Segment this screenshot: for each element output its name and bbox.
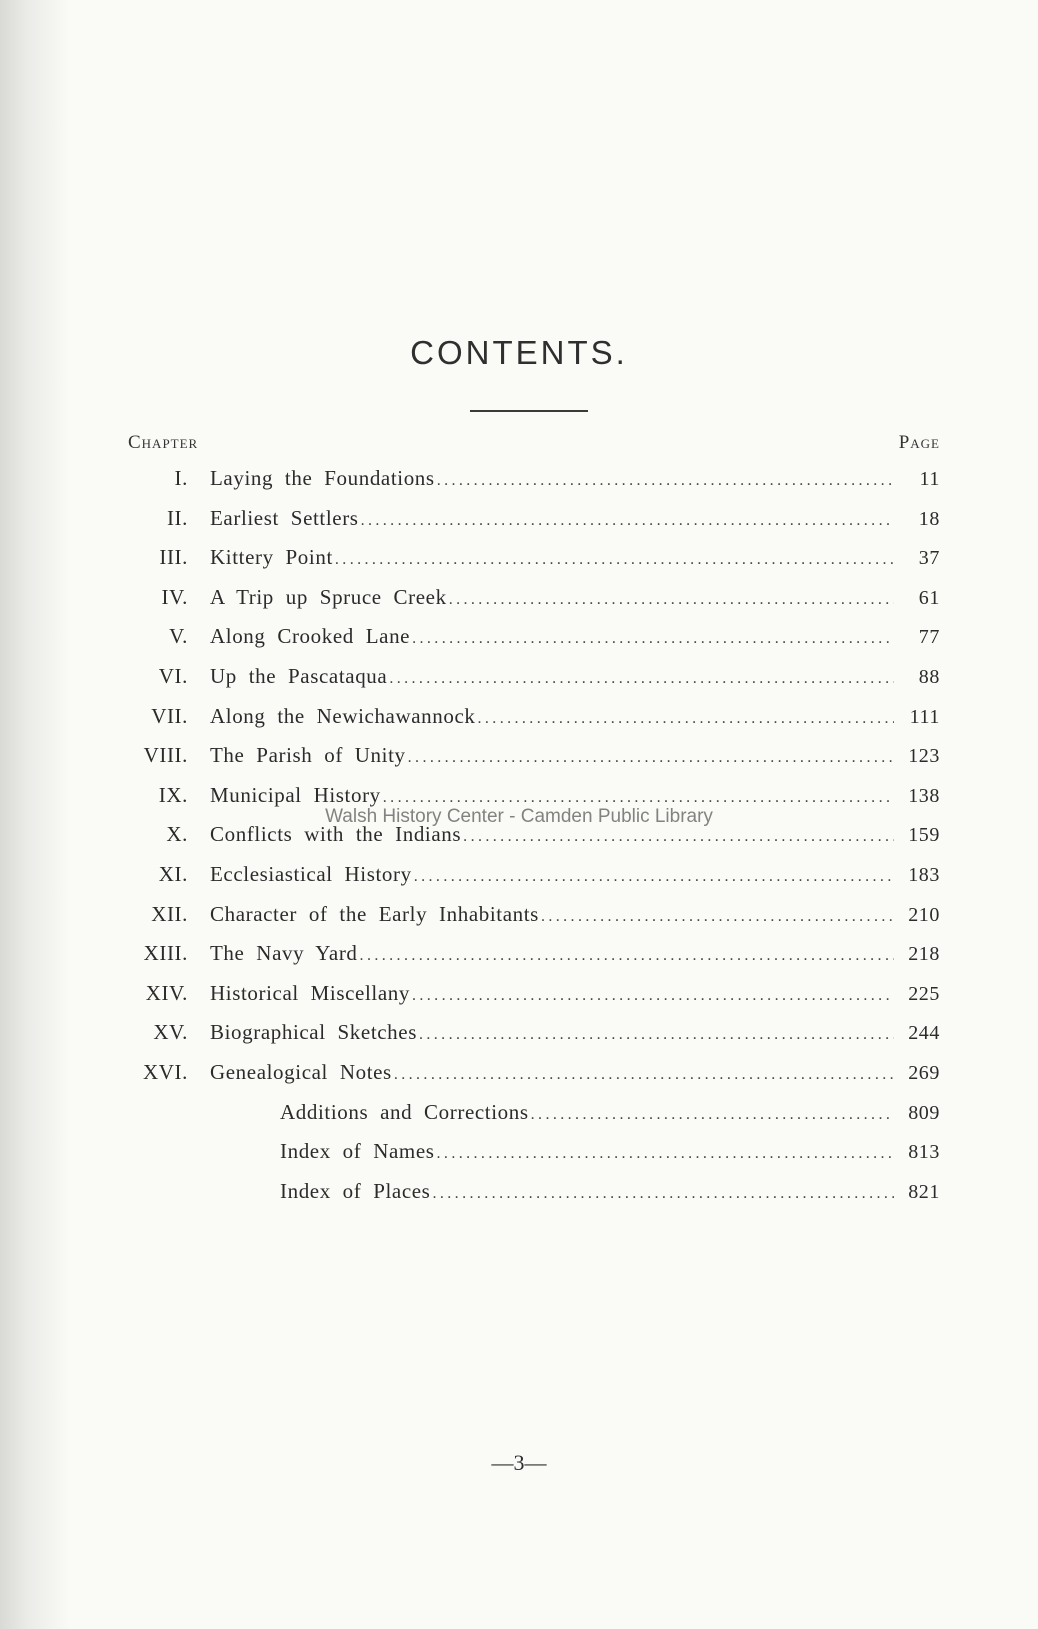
dot-leader (394, 1066, 894, 1084)
dot-leader (478, 710, 895, 728)
chapter-title: The Parish of Unity (210, 743, 406, 768)
chapter-number: IX. (158, 782, 188, 807)
toc-entry (120, 466, 940, 506)
chapter-number: IV. (161, 584, 188, 609)
chapter-title: Character of the Early Inhabitants (210, 901, 539, 926)
page-number-ref: 183 (908, 863, 940, 886)
dot-leader (432, 1185, 894, 1203)
page-title: CONTENTS. (410, 334, 628, 371)
dot-leader (360, 947, 894, 965)
chapter-title: The Navy Yard (210, 941, 358, 966)
toc-entry (120, 902, 940, 942)
dot-leader (361, 512, 894, 530)
toc-entry (120, 506, 940, 546)
chapter-title: Laying the Foundations (210, 466, 435, 490)
page-number-ref: 61 (918, 586, 940, 609)
toc-entry (120, 783, 940, 823)
chapter-title: Ecclesiastical History (210, 861, 412, 886)
page-number-ref: 813 (908, 1141, 940, 1164)
chapter-number: XIV. (145, 980, 188, 1005)
page-number-ref: 88 (918, 665, 940, 688)
chapter-title: Index of Places (280, 1178, 431, 1203)
page-number-ref: 225 (908, 982, 940, 1005)
table-of-contents (120, 466, 940, 1218)
page-number-ref: 210 (908, 903, 940, 926)
toc-entry (120, 624, 940, 664)
page-number-ref: 269 (908, 1061, 940, 1084)
toc-entry (120, 1139, 940, 1179)
chapter-number: VIII. (143, 743, 188, 768)
page-column-header: Page (898, 432, 940, 453)
chapter-number: VI. (158, 663, 188, 688)
toc-entry (120, 1020, 940, 1060)
page-number-ref: 111 (909, 705, 940, 728)
chapter-title: Along the Newichawannock (210, 703, 476, 728)
chapter-title: Index of Names (280, 1139, 435, 1164)
dot-leader (449, 591, 894, 609)
chapter-title: Additions and Corrections (280, 1099, 529, 1124)
chapter-number: I. (174, 466, 188, 490)
chapter-title: Kittery Point (210, 545, 333, 570)
dot-leader (541, 908, 894, 926)
toc-entry (120, 1100, 940, 1140)
chapter-number: II. (166, 505, 188, 530)
page-number: —3— (491, 1450, 547, 1475)
chapter-number: VII. (151, 703, 188, 728)
page-number-ref: 218 (908, 943, 940, 966)
chapter-number: X. (166, 822, 188, 847)
chapter-title: Along Crooked Lane (210, 624, 411, 649)
chapter-number: XV. (153, 1020, 188, 1045)
page-number-ref: 244 (908, 1022, 940, 1045)
chapter-title: Municipal History (210, 782, 381, 807)
toc-entry (120, 743, 940, 783)
dot-leader (412, 987, 894, 1005)
dot-leader (389, 670, 894, 688)
toc-entry (120, 822, 940, 862)
toc-entry (120, 1179, 940, 1219)
page-number-ref: 11 (919, 468, 940, 490)
chapter-title: Earliest Settlers (210, 505, 359, 530)
toc-entry (120, 704, 940, 744)
dot-leader (383, 789, 894, 807)
toc-entry (120, 545, 940, 585)
dot-leader (531, 1106, 894, 1124)
toc-entry (120, 981, 940, 1021)
page-number-ref: 77 (918, 626, 940, 649)
title-rule (470, 410, 588, 412)
chapter-number: XIII. (143, 941, 188, 966)
chapter-number: XII. (151, 901, 188, 926)
page-number-ref: 821 (908, 1180, 940, 1203)
dot-leader (412, 630, 894, 648)
page-edge-shadow (0, 0, 70, 1629)
toc-entry (120, 585, 940, 625)
chapter-number: III. (159, 545, 188, 570)
chapter-column-header: Chapter (128, 432, 199, 453)
chapter-title: Biographical Sketches (210, 1020, 417, 1045)
chapter-number: XVI. (143, 1059, 188, 1084)
dot-leader (463, 828, 894, 846)
chapter-number: V. (169, 624, 188, 649)
chapter-number: XI. (158, 861, 188, 886)
dot-leader (437, 472, 894, 490)
toc-entry (120, 862, 940, 902)
library-watermark: Walsh History Center - Camden Public Library (325, 806, 713, 827)
toc-entry (120, 941, 940, 981)
dot-leader (335, 551, 894, 569)
toc-entry (120, 664, 940, 704)
chapter-title: Conflicts with the Indians (210, 822, 462, 847)
toc-entry (120, 1060, 940, 1100)
dot-leader (408, 749, 894, 767)
page-number-ref: 37 (918, 547, 940, 570)
chapter-title: Genealogical Notes (210, 1059, 392, 1084)
chapter-title: Historical Miscellany (210, 980, 410, 1005)
dot-leader (437, 1145, 894, 1163)
page-number-ref: 18 (918, 507, 940, 530)
page-number-ref: 159 (908, 824, 940, 847)
page-number-ref: 809 (908, 1101, 940, 1124)
chapter-title: Up the Pascataqua (210, 663, 388, 688)
chapter-title: A Trip up Spruce Creek (210, 584, 447, 609)
page-number-ref: 123 (908, 745, 940, 768)
page-number-ref: 138 (908, 784, 940, 807)
dot-leader (414, 868, 894, 886)
dot-leader (419, 1026, 894, 1044)
